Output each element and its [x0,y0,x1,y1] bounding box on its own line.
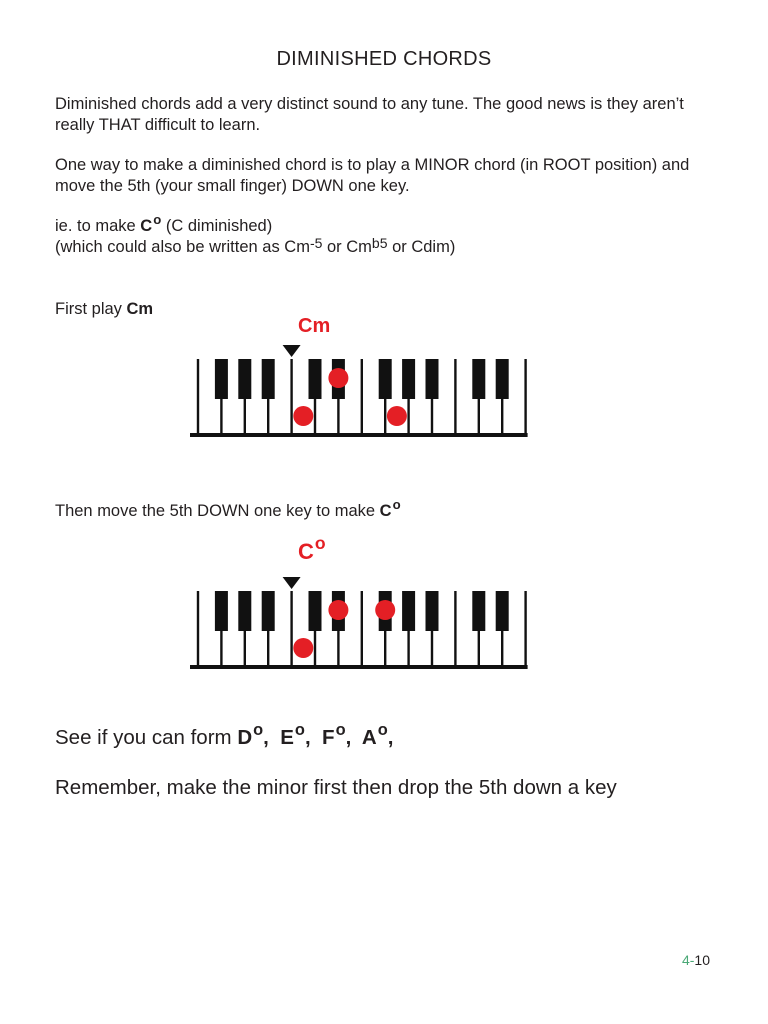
black-key-csharp [309,359,322,399]
diagram-2-chord: C [298,539,314,564]
exercise-chord-d: D [237,726,253,749]
black-key-fsharp [379,359,392,399]
method-paragraph: One way to make a diminished chord is to play a MINOR chord (in ROOT position) and move the 5th (your small finger) DOWN one key. [55,156,690,195]
black-key-bb [426,359,439,399]
alt-names-mid: or Cm [322,238,372,256]
black-key-ab [238,359,251,399]
step-2-label: Then move the 5th DOWN one key to make [55,502,380,520]
exercise-chord-a: A [361,726,377,749]
exercise-chords [237,720,394,749]
step-2-chord: C [379,502,392,520]
alt-name-sup-2: b5 [371,234,388,251]
example-line-2 [55,234,715,258]
exercise-line [55,720,394,750]
black-key-ab [238,591,251,631]
step-2-degree-symbol: o [392,496,401,512]
step-2-text [55,496,401,522]
note-dot-c [293,638,313,658]
exercise-degree-symbol: o [377,720,388,739]
exercise-separator: , [345,726,362,749]
example-degree-symbol: o [153,211,162,227]
note-dot-g [387,406,407,426]
black-key-bb [426,591,439,631]
black-key-csharp [309,591,322,631]
remember-line: Remember, make the minor first then drop the 5th down a key [55,776,617,799]
alt-names-prefix: (which could also be written as Cm [55,238,310,256]
black-key-csharp [472,359,485,399]
black-key-csharp [472,591,485,631]
exercise-separator: , [263,726,281,749]
page-number-value: 10 [694,952,710,968]
black-key-ab [402,591,415,631]
example-chord: C [140,217,153,235]
black-key-fsharp [215,591,228,631]
alt-name-sup-1: -5 [309,234,323,251]
step-1-label: First play [55,300,127,318]
page-number [682,952,710,968]
exercise-prefix: See if you can form [55,726,238,749]
alt-names-suffix: or Cdim) [387,238,456,256]
example-line-1 [55,211,715,237]
page-title: DIMINISHED CHORDS [276,48,492,70]
keyboard-diagram-cm [190,343,530,433]
diagram-2-label [298,533,326,565]
page-number-prefix: 4- [681,952,695,968]
c-marker-triangle [283,577,301,589]
black-key-eb [496,359,509,399]
note-dot-gb [375,600,395,620]
black-key-bb [262,591,275,631]
exercise-separator: , [304,726,323,749]
note-dot-eb [328,600,348,620]
black-key-bb [262,359,275,399]
exercise-degree-symbol: o [335,720,346,739]
black-key-eb [496,591,509,631]
exercise-separator: , [387,726,394,749]
step-1-text [55,299,153,320]
diagram-1-label: Cm [298,315,331,337]
example-prefix: ie. to make [55,217,141,235]
keyboard-diagram-cdim [190,575,530,665]
diagram-2-degree-symbol: o [314,533,326,554]
c-marker-triangle [283,345,301,357]
intro-paragraph: Diminished chords add a very distinct sound to any tune. The good news is they aren’t really THAT difficult to learn. [55,95,684,134]
exercise-degree-symbol: o [253,720,264,739]
step-1-chord: Cm [126,300,154,318]
example-suffix: (C diminished) [161,217,273,235]
exercise-degree-symbol: o [294,720,305,739]
note-dot-c [293,406,313,426]
note-dot-eb [328,368,348,388]
example-paragraph [55,211,715,258]
exercise-chord-f: F [322,726,335,749]
exercise-chord-e: E [280,726,294,749]
black-key-fsharp [215,359,228,399]
black-key-ab [402,359,415,399]
